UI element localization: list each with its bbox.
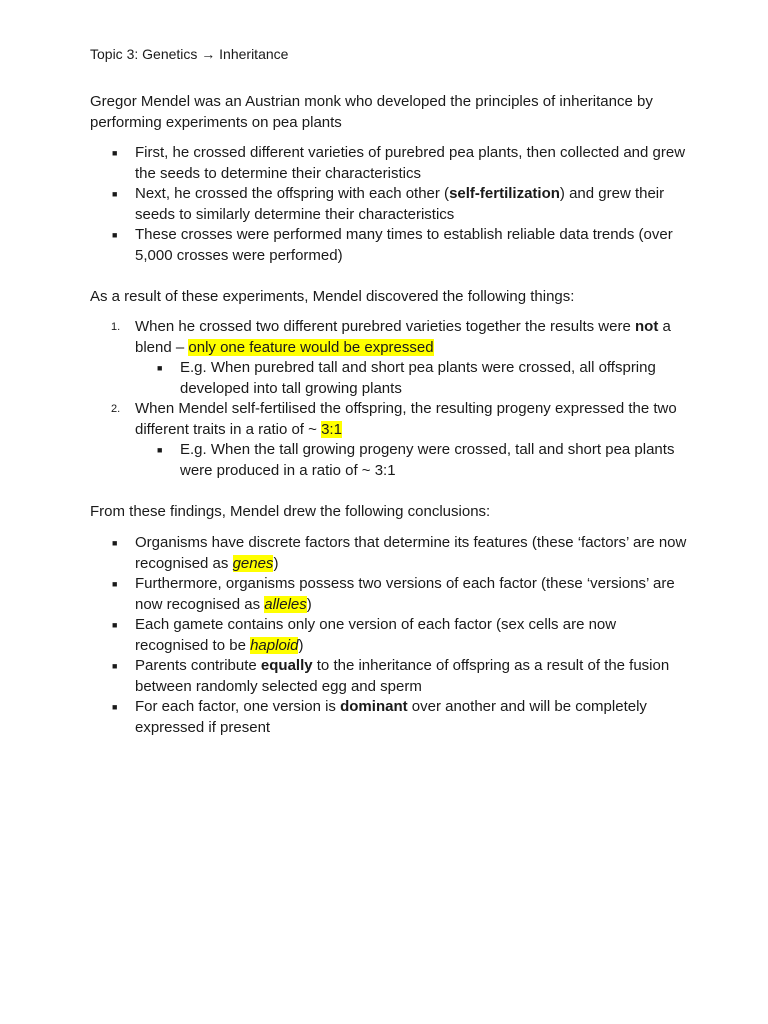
item-text-pre: Organisms have discrete factors that determine its features (these ‘factors’ are now recognised as: [135, 534, 687, 572]
item-text-post: over another and will be completely expressed if present: [135, 698, 647, 736]
sub-item-text: E.g. When purebred tall and short pea plants were crossed, all offspring developed into tall growing plants: [180, 359, 656, 397]
item-text-post: to the inheritance of offspring as a result of the fusion between randomly selected egg and sperm: [135, 657, 670, 695]
item-text-pre: Each gamete contains only one version of each factor (sex cells are now recognised to be: [135, 616, 617, 654]
item-text-bold: dominant: [340, 698, 408, 715]
item-text: First, he crossed different varieties of purebred pea plants, then collected and grew the seeds to determine their characteristics: [135, 144, 686, 182]
item-number: 1.: [111, 321, 121, 333]
results-list: [90, 317, 690, 481]
square-bullet-icon: ■: [112, 230, 118, 240]
item-text-pre: When he crossed two different purebred varieties together the results were: [135, 318, 635, 335]
list-item: [90, 697, 690, 738]
item-text-pre: Furthermore, organisms possess two versions of each factor (these ‘versions’ are now recognised as: [135, 575, 675, 613]
square-bullet-icon: ■: [112, 579, 118, 589]
item-text-post: ): [273, 554, 279, 572]
conclusions-intro: From these findings, Mendel drew the following conclusions:: [90, 503, 491, 520]
experiments-list: [90, 143, 690, 266]
item-text-pre: Next, he crossed the offspring with each other (: [135, 185, 450, 202]
results-intro: As a result of these experiments, Mendel discovered the following things:: [90, 288, 575, 305]
list-item: [90, 574, 690, 615]
list-item: [90, 533, 690, 574]
highlighted-term: genes: [232, 554, 274, 572]
sub-list-item: [90, 358, 690, 399]
numbered-item: [90, 317, 690, 358]
highlighted-term: haploid: [250, 636, 299, 654]
highlighted-term: alleles: [264, 595, 307, 613]
list-item: [90, 184, 690, 225]
topic-header: Topic 3: Genetics → Inheritance: [90, 46, 289, 62]
item-text-bold: equally: [260, 657, 313, 674]
item-text-pre: Parents contribute: [135, 657, 261, 674]
list-item: [90, 225, 690, 266]
square-bullet-icon: ■: [112, 189, 118, 199]
numbered-item: [90, 399, 690, 440]
item-text-pre: For each factor, one version is: [135, 698, 341, 715]
conclusions-list: [90, 533, 690, 738]
list-item: [90, 656, 690, 697]
item-text-post: ): [306, 595, 312, 613]
item-number: 2.: [111, 403, 121, 415]
list-item: [90, 143, 690, 184]
square-bullet-icon: ■: [112, 148, 118, 158]
item-text-post: ) and grew their seeds to similarly determine their characteristics: [135, 185, 665, 223]
square-bullet-icon: ■: [112, 620, 118, 630]
highlighted-text: 3:1: [321, 420, 342, 438]
sub-list-item: [90, 440, 690, 481]
item-text-pre: When Mendel self-fertilised the offspring, the resulting progeny expressed the two different traits in a ratio of ~: [135, 400, 677, 438]
square-bullet-icon: ■: [157, 445, 163, 455]
highlighted-text: only one feature would be expressed: [188, 338, 434, 356]
square-bullet-icon: ■: [112, 702, 118, 712]
sub-item-text: E.g. When the tall growing progeny were crossed, tall and short pea plants were produced in a ratio of ~ 3:1: [180, 441, 675, 479]
square-bullet-icon: ■: [157, 363, 163, 373]
square-bullet-icon: ■: [112, 538, 118, 548]
item-text: These crosses were performed many times to establish reliable data trends (over 5,000 crosses were performed): [135, 226, 673, 264]
square-bullet-icon: ■: [112, 661, 118, 671]
item-text-post: ): [298, 636, 304, 654]
item-text-mid: a blend –: [135, 318, 671, 356]
item-text-bold: not: [635, 318, 659, 335]
intro-paragraph: Gregor Mendel was an Austrian monk who developed the principles of inheritance by performing experiments on pea plants: [90, 93, 653, 131]
item-text-bold: self-fertilization: [449, 185, 560, 202]
list-item: [90, 615, 690, 656]
